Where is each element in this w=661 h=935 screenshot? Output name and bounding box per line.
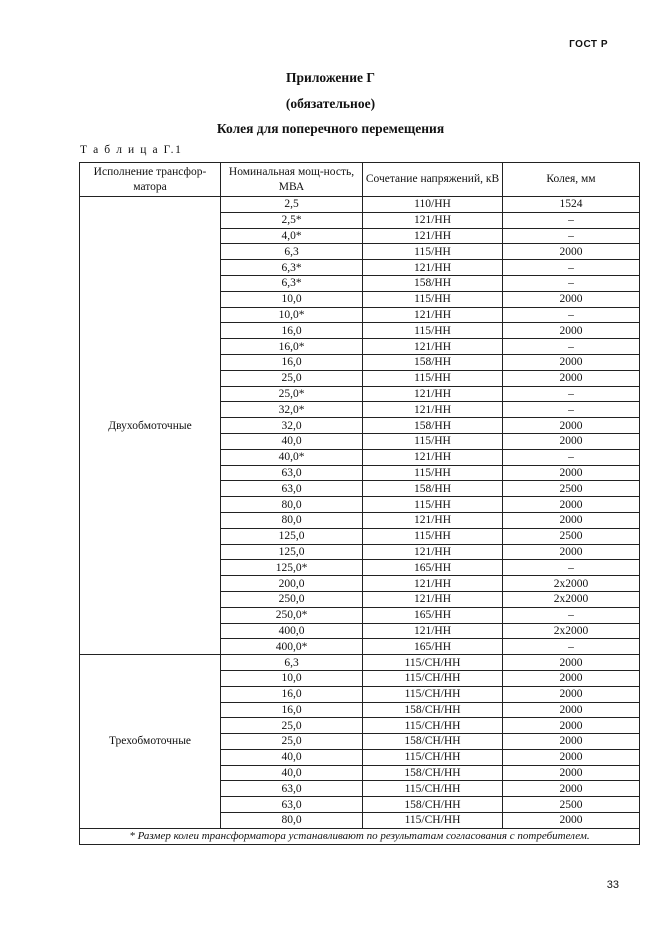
appendix-title: Приложение Г (286, 70, 375, 85)
gauge-cell: 2000 (503, 465, 640, 481)
power-cell: 40,0 (221, 749, 363, 765)
voltage-cell: 115/НН (363, 244, 503, 260)
table-row (80, 655, 640, 671)
gauge-cell: 2000 (503, 686, 640, 702)
gauge-cell: – (503, 449, 640, 465)
gauge-cell: 2000 (503, 354, 640, 370)
gauge-cell: 2000 (503, 813, 640, 829)
footnote-row (80, 828, 640, 844)
voltage-cell: 115/СН/НН (363, 670, 503, 686)
gauge-cell: 2x2000 (503, 576, 640, 592)
column-header-voltage: Сочетание напряжений, кВ (363, 163, 503, 197)
power-cell: 25,0 (221, 370, 363, 386)
voltage-cell: 115/СН/НН (363, 655, 503, 671)
power-cell: 63,0 (221, 797, 363, 813)
gauge-cell: 2000 (503, 370, 640, 386)
gauge-cell: 2000 (503, 244, 640, 260)
power-cell: 6,3 (221, 244, 363, 260)
gauge-cell: 2000 (503, 734, 640, 750)
voltage-cell: 121/НН (363, 386, 503, 402)
power-cell: 6,3* (221, 275, 363, 291)
power-cell: 250,0* (221, 607, 363, 623)
voltage-cell: 121/НН (363, 339, 503, 355)
voltage-cell: 158/НН (363, 481, 503, 497)
voltage-cell: 115/НН (363, 433, 503, 449)
voltage-cell: 121/НН (363, 576, 503, 592)
voltage-cell: 158/СН/НН (363, 734, 503, 750)
gauge-cell: 2000 (503, 718, 640, 734)
voltage-cell: 115/СН/НН (363, 781, 503, 797)
gauge-cell: 2000 (503, 670, 640, 686)
gauge-cell: 2000 (503, 418, 640, 434)
power-cell: 2,5* (221, 212, 363, 228)
gauge-cell: 2000 (503, 497, 640, 513)
power-cell: 4,0* (221, 228, 363, 244)
voltage-cell: 158/СН/НН (363, 702, 503, 718)
voltage-cell: 121/НН (363, 402, 503, 418)
power-cell: 16,0 (221, 323, 363, 339)
gauge-cell: – (503, 402, 640, 418)
power-cell: 200,0 (221, 576, 363, 592)
power-cell: 16,0 (221, 686, 363, 702)
footnote: * Размер колеи трансформатора устанавливают по результатам согласования с потребителем. (80, 828, 640, 844)
voltage-cell: 121/НН (363, 449, 503, 465)
gauge-cell: 2000 (503, 512, 640, 528)
power-cell: 250,0 (221, 591, 363, 607)
power-cell: 10,0 (221, 291, 363, 307)
gauge-cell: 1524 (503, 197, 640, 213)
power-cell: 25,0 (221, 734, 363, 750)
voltage-cell: 121/НН (363, 544, 503, 560)
voltage-cell: 121/НН (363, 260, 503, 276)
group-label: Двухобмоточные (80, 197, 221, 655)
power-cell: 400,0 (221, 623, 363, 639)
voltage-cell: 115/СН/НН (363, 718, 503, 734)
voltage-cell: 115/НН (363, 465, 503, 481)
power-cell: 10,0 (221, 670, 363, 686)
gauge-table (79, 162, 640, 845)
power-cell: 40,0 (221, 765, 363, 781)
power-cell: 16,0* (221, 339, 363, 355)
power-cell: 32,0 (221, 418, 363, 434)
gauge-cell: – (503, 639, 640, 655)
voltage-cell: 158/НН (363, 354, 503, 370)
gauge-cell: 2x2000 (503, 591, 640, 607)
gauge-cell: 2000 (503, 544, 640, 560)
column-header-execution: Исполнение трансфор-матора (80, 163, 221, 197)
table-body (80, 197, 640, 845)
voltage-cell: 121/НН (363, 228, 503, 244)
gauge-cell: 2000 (503, 433, 640, 449)
gauge-cell: 2500 (503, 797, 640, 813)
voltage-cell: 158/СН/НН (363, 765, 503, 781)
voltage-cell: 115/СН/НН (363, 686, 503, 702)
power-cell: 25,0 (221, 718, 363, 734)
voltage-cell: 115/СН/НН (363, 813, 503, 829)
power-cell: 63,0 (221, 481, 363, 497)
voltage-cell: 121/НН (363, 591, 503, 607)
voltage-cell: 165/НН (363, 607, 503, 623)
voltage-cell: 115/НН (363, 528, 503, 544)
power-cell: 63,0 (221, 781, 363, 797)
group-label: Трехобмоточные (80, 655, 221, 829)
gauge-cell: 2500 (503, 481, 640, 497)
voltage-cell: 115/НН (363, 370, 503, 386)
voltage-cell: 115/НН (363, 291, 503, 307)
gauge-cell: 2000 (503, 749, 640, 765)
power-cell: 63,0 (221, 465, 363, 481)
power-cell: 25,0* (221, 386, 363, 402)
power-cell: 125,0* (221, 560, 363, 576)
column-header-gauge: Колея, мм (503, 163, 640, 197)
power-cell: 400,0* (221, 639, 363, 655)
power-cell: 32,0* (221, 402, 363, 418)
appendix-status: (обязательное) (285, 96, 376, 111)
power-cell: 2,5 (221, 197, 363, 213)
power-cell: 80,0 (221, 497, 363, 513)
voltage-cell: 165/НН (363, 560, 503, 576)
voltage-cell: 121/НН (363, 512, 503, 528)
gauge-cell: – (503, 560, 640, 576)
power-cell: 40,0 (221, 433, 363, 449)
power-cell: 125,0 (221, 528, 363, 544)
gauge-cell: 2000 (503, 323, 640, 339)
gauge-cell: – (503, 386, 640, 402)
voltage-cell: 121/НН (363, 307, 503, 323)
page-number: 33 (606, 879, 619, 891)
gauge-cell: 2000 (503, 291, 640, 307)
table-header-row (80, 163, 640, 197)
voltage-cell: 158/НН (363, 275, 503, 291)
gauge-cell: – (503, 275, 640, 291)
gauge-cell: 2500 (503, 528, 640, 544)
power-cell: 80,0 (221, 512, 363, 528)
gauge-cell: 2000 (503, 781, 640, 797)
power-cell: 16,0 (221, 354, 363, 370)
gauge-cell: 2000 (503, 655, 640, 671)
voltage-cell: 115/НН (363, 497, 503, 513)
gauge-cell: – (503, 339, 640, 355)
power-cell: 6,3 (221, 655, 363, 671)
power-cell: 40,0* (221, 449, 363, 465)
voltage-cell: 158/НН (363, 418, 503, 434)
power-cell: 6,3* (221, 260, 363, 276)
voltage-cell: 158/СН/НН (363, 797, 503, 813)
voltage-cell: 110/НН (363, 197, 503, 213)
power-cell: 16,0 (221, 702, 363, 718)
power-cell: 125,0 (221, 544, 363, 560)
power-cell: 80,0 (221, 813, 363, 829)
voltage-cell: 165/НН (363, 639, 503, 655)
gauge-cell: 2x2000 (503, 623, 640, 639)
gauge-cell: – (503, 307, 640, 323)
gauge-cell: – (503, 212, 640, 228)
column-header-power: Номинальная мощ-ность, МВА (221, 163, 363, 197)
gauge-cell: – (503, 607, 640, 623)
power-cell: 10,0* (221, 307, 363, 323)
gauge-cell: – (503, 228, 640, 244)
standard-label: ГОСТ Р (569, 39, 608, 50)
gauge-cell: – (503, 260, 640, 276)
voltage-cell: 121/НН (363, 623, 503, 639)
appendix-subject: Колея для поперечного перемещения (216, 121, 445, 136)
gauge-cell: 2000 (503, 702, 640, 718)
voltage-cell: 115/СН/НН (363, 749, 503, 765)
gauge-cell: 2000 (503, 765, 640, 781)
table-row (80, 197, 640, 213)
table-caption: Т а б л и ц а Г.1 (80, 144, 183, 156)
voltage-cell: 121/НН (363, 212, 503, 228)
voltage-cell: 115/НН (363, 323, 503, 339)
